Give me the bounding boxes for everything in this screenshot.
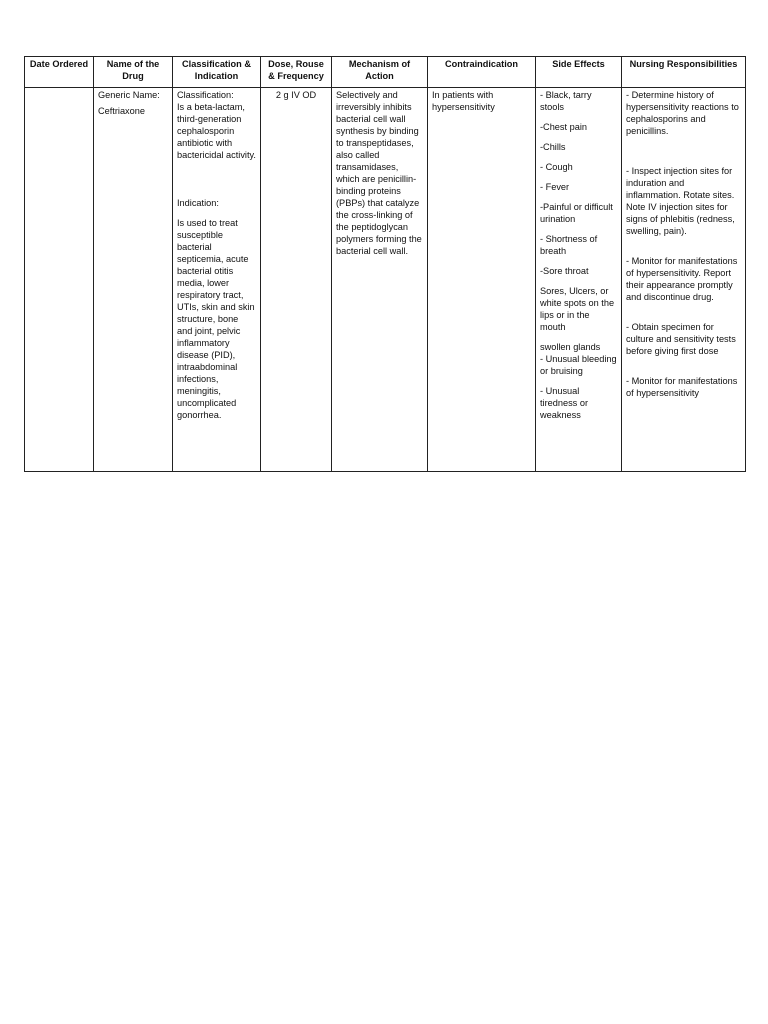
header-contraindication: Contraindication <box>428 57 536 88</box>
cell-mechanism: Selectively and irreversibly inhibits bacterial cell wall synthesis by binding to transpeptidases, also called transamidases, which are penicillin-binding proteins (PBPs) that catalyze the cross-linking of the peptidoglycan polymers forming the bacterial cell wall. <box>332 88 428 472</box>
side-effect-item: -Painful or difficult urination <box>540 202 613 224</box>
side-effect-item: - Fever <box>540 182 570 192</box>
side-effect-item: Sores, Ulcers, or white spots on the lips or in the mouth <box>540 286 615 332</box>
header-side-effects: Side Effects <box>536 57 622 88</box>
side-effect-item: - Unusual bleeding or bruising <box>540 354 617 376</box>
table-row <box>25 88 746 472</box>
nursing-item: - Inspect injection sites for induration and inflammation. Rotate sites. Note IV injection sites for signs of phlebitis (redness, swelling, pain). <box>626 166 735 236</box>
nursing-item: - Monitor for manifestations of hypersensitivity <box>626 376 738 398</box>
side-effect-item: - Black, tarry stools <box>540 90 592 112</box>
cell-side-effects <box>536 88 622 472</box>
side-effect-item: swollen glands <box>540 342 601 352</box>
cell-drug-name <box>94 88 173 472</box>
side-effect-item: - Cough <box>540 162 573 172</box>
generic-name-label: Generic Name: <box>98 90 160 100</box>
generic-name-value: Ceftriaxone <box>98 106 145 116</box>
header-nursing: Nursing Responsibilities <box>622 57 746 88</box>
indication-text: Is used to treat susceptible bacterial septicemia, acute bacterial otitis media, lower respiratory tract, UTIs, skin and skin structure, bone and joint, pelvic inflammatory disease (PID), intraabdominal infections, meningitis, uncomplicated gonorrhea. <box>177 218 255 420</box>
side-effect-item: -Chills <box>540 142 566 152</box>
indication-label: Indication: <box>177 198 219 208</box>
side-effect-item: - Shortness of breath <box>540 234 598 256</box>
table-header-row <box>25 57 746 88</box>
nursing-item: - Monitor for manifestations of hypersensitivity. Report their appearance promptly and discontinue drug. <box>626 256 738 302</box>
header-dose-route-frequency: Dose, Rouse & Frequency <box>261 57 332 88</box>
cell-contraindication: In patients with hypersensitivity <box>428 88 536 472</box>
header-date-ordered: Date Ordered <box>25 57 94 88</box>
classification-text: Is a beta-lactam, third-generation cephalosporin antibiotic with bactericidal activity. <box>177 102 256 160</box>
nursing-item: - Determine history of hypersensitivity reactions to cephalosporins and penicillins. <box>626 90 739 136</box>
header-classification-indication: Classification & Indication <box>173 57 261 88</box>
cell-dose: 2 g IV OD <box>261 88 332 472</box>
side-effect-item: -Sore throat <box>540 266 589 276</box>
cell-nursing-responsibilities <box>622 88 746 472</box>
nursing-item: - Obtain specimen for culture and sensitivity tests before giving first dose <box>626 322 736 356</box>
classification-label: Classification: <box>177 90 234 100</box>
side-effect-item: - Unusual tiredness or weakness <box>540 386 589 420</box>
cell-classification-indication <box>173 88 261 472</box>
cell-date-ordered <box>25 88 94 472</box>
header-mechanism: Mechanism of Action <box>332 57 428 88</box>
side-effect-item: -Chest pain <box>540 122 587 132</box>
header-name-of-drug: Name of the Drug <box>94 57 173 88</box>
drug-study-table <box>24 56 746 472</box>
